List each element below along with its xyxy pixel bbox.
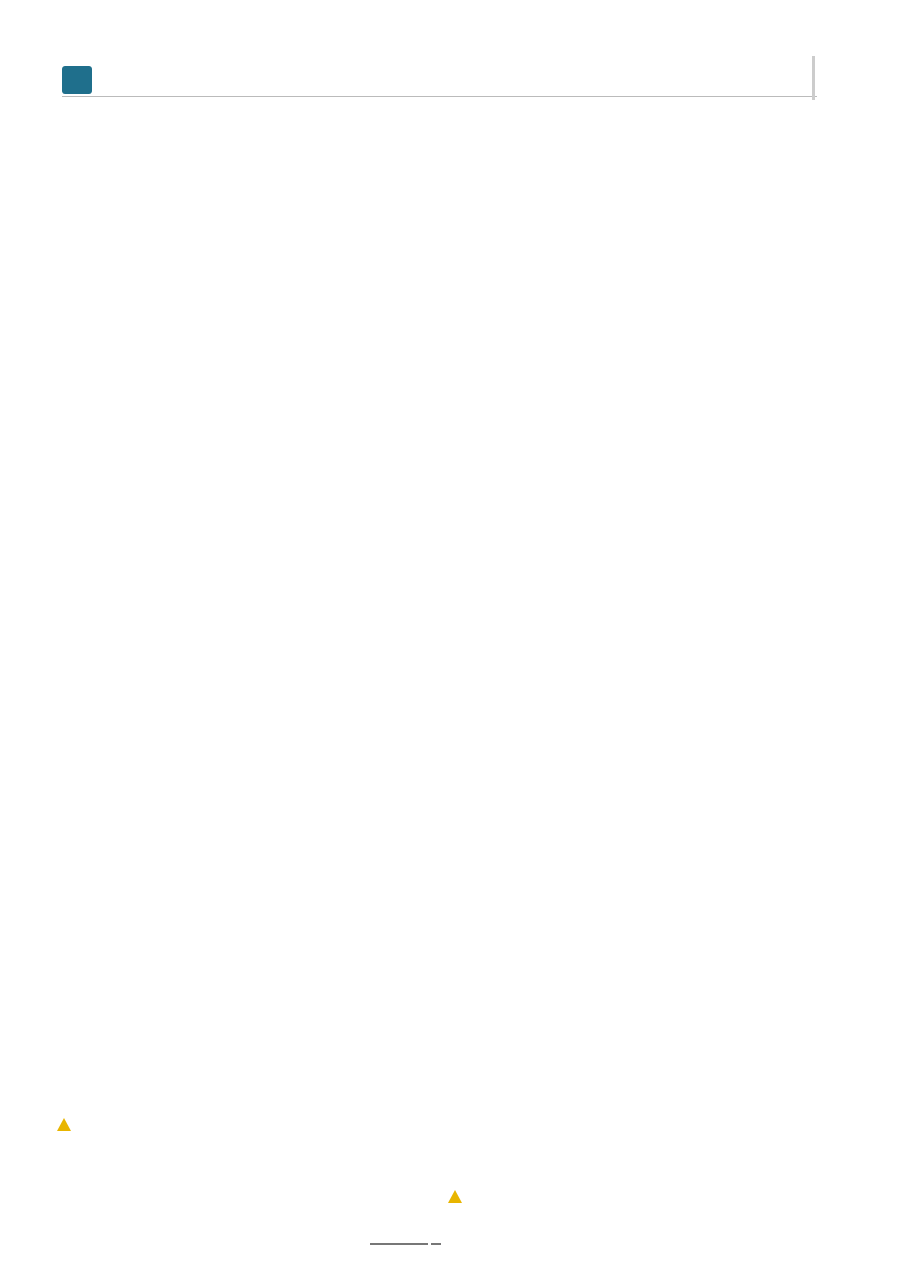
warning-icon	[57, 1118, 71, 1131]
miyako-logo	[62, 66, 92, 94]
warning-icon	[448, 1190, 462, 1203]
title-divider	[62, 96, 817, 97]
footer	[370, 1237, 441, 1248]
title-accent-bar	[812, 56, 815, 100]
search-input[interactable]	[370, 1243, 428, 1245]
search-button[interactable]	[431, 1243, 441, 1245]
